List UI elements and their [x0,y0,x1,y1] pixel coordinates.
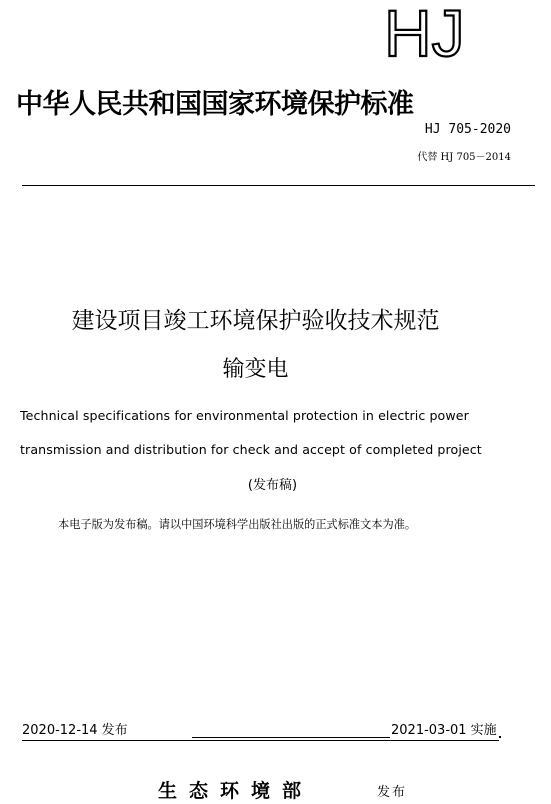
footer-divider [22,740,499,741]
publish-label: 发布 [377,785,408,800]
document-title: 建设项目竣工环境保护验收技术规范 [71,308,440,334]
line-end-dot [499,736,501,738]
replaces-note: 代替 HJ 705－2014 [417,152,511,163]
document-subtitle: 输变电 [222,357,289,382]
header-divider [22,185,535,186]
english-title-line-2: transmission and distribution for check and accept of completed project [20,442,482,457]
date-separator-line [192,737,390,738]
electronic-version-note: 本电子版为发布稿。请以中国环境科学出版社出版的正式标准文本为准。 [58,518,417,531]
english-title-line-1: Technical specifications for environmental protection in electric power [20,408,469,423]
standard-title: 中华人民共和国国家环境保护标准 [16,89,414,120]
hj-logo-text: HJ [384,2,465,60]
draft-mark: (发布稿) [247,478,298,493]
issue-date: 2020-12-14 发布 [22,723,128,738]
hj-logo [384,2,504,60]
implementation-date: 2021-03-01 实施 [391,723,497,738]
standard-code: HJ 705-2020 [424,122,511,137]
issuing-ministry: 生态环境部 [158,780,314,802]
